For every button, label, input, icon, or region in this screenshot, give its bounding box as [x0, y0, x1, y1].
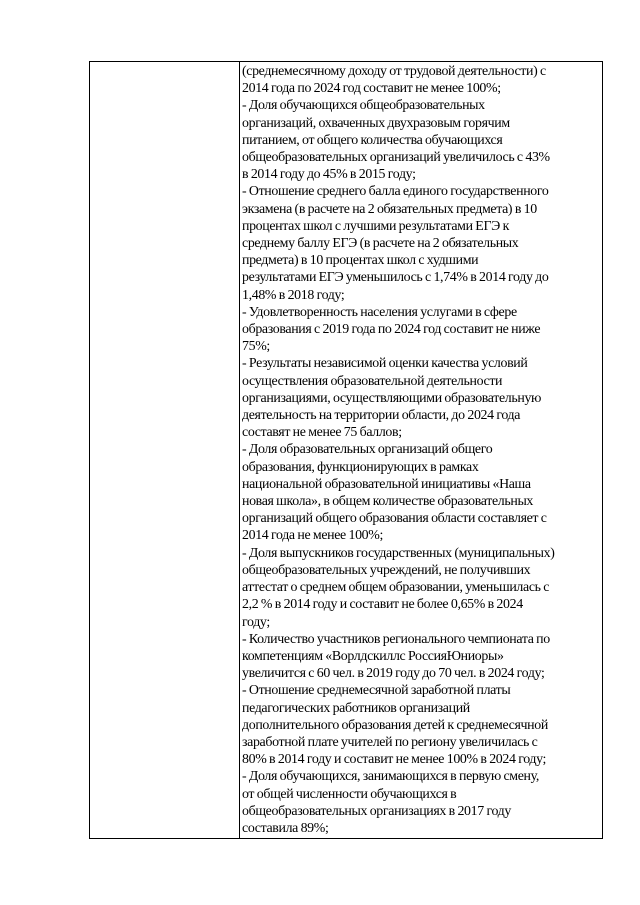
- text-line: в 2014 году до 45% в 2015 году;: [242, 167, 416, 183]
- text-line: заработной плате учителей по региону увеличилась с: [242, 734, 538, 750]
- right-cell: [240, 62, 603, 839]
- text-line: - Доля выпускников государственных (муниципальных): [242, 545, 555, 561]
- document-table: [89, 61, 603, 839]
- text-line: национальной образовательной инициативы «Наша: [242, 476, 531, 492]
- table-row: [90, 62, 603, 839]
- text-line: увеличится с 60 чел. в 2019 году до 70 чел. в 2024 году;: [242, 666, 545, 682]
- text-line: среднему баллу ЕГЭ (в расчете на 2 обязательных: [242, 236, 519, 252]
- text-line: 75%;: [242, 339, 270, 355]
- text-line: экзамена (в расчете на 2 обязательных предмета) в 10: [242, 201, 537, 217]
- text-line: составят не менее 75 баллов;: [242, 425, 402, 441]
- text-line: процентах школ с лучшими результатами ЕГЭ к: [242, 218, 509, 234]
- text-line: результатами ЕГЭ уменьшилось с 1,74% в 2014 году до: [242, 270, 549, 286]
- text-line: 2,2 % в 2014 году и составит не более 0,65% в 2024: [242, 597, 523, 613]
- text-line: дополнительного образования детей к среднемесячной: [242, 717, 548, 733]
- text-line: 1,48% в 2018 году;: [242, 287, 345, 303]
- text-line: организаций, охваченных двухразовым горячим: [242, 115, 510, 131]
- text-line: - Доля обучающихся, занимающихся в первую смену,: [242, 769, 539, 785]
- text-line: осуществления образовательной деятельности: [242, 373, 503, 389]
- text-line: - Результаты независимой оценки качества условий: [242, 356, 528, 372]
- text-line: общеобразовательных учреждений, не получивших: [242, 562, 531, 578]
- left-cell: [90, 62, 240, 839]
- text-line: образования с 2019 года по 2024 год составит не ниже: [242, 322, 541, 338]
- text-line: деятельность на территории области, до 2024 года: [242, 408, 521, 424]
- text-line: - Отношение среднего балла единого государственного: [242, 184, 549, 200]
- text-line: 2014 года не менее 100%;: [242, 528, 383, 544]
- text-line: питанием, от общего количества обучающихся: [242, 132, 503, 148]
- text-line: компетенциям «Ворлдскиллс РоссияЮниоры»: [242, 648, 504, 664]
- text-line: составила 89%;: [242, 820, 329, 836]
- text-line: новая школа», в общем количестве образовательных: [242, 494, 534, 510]
- text-line: предмета) в 10 процентах школ с худшими: [242, 253, 479, 269]
- text-line: - Количество участников регионального чемпионата по: [242, 631, 550, 647]
- indicator-text: [240, 62, 602, 837]
- text-line: организаций общего образования области составляет с: [242, 511, 547, 527]
- text-line: общеобразовательных организациях в 2017 году: [242, 803, 511, 819]
- text-line: 80% в 2014 году и составит не менее 100% в 2024 году;: [242, 752, 547, 768]
- text-line: 2014 года по 2024 год составит не менее 100%;: [242, 81, 501, 97]
- text-line: педагогических работников организаций: [242, 700, 470, 716]
- text-line: - Доля обучающихся общеобразовательных: [242, 98, 485, 114]
- text-line: общеобразовательных организаций увеличилось с 43%: [242, 150, 550, 166]
- text-line: организациями, осуществляющими образовательную: [242, 390, 542, 406]
- text-line: - Удовлетворенность населения услугами в сфере: [242, 304, 517, 320]
- text-line: году;: [242, 614, 270, 630]
- text-line: - Отношение среднемесячной заработной платы: [242, 683, 511, 699]
- text-line: образования, функционирующих в рамках: [242, 459, 479, 475]
- text-line: - Доля образовательных организаций общего: [242, 442, 493, 458]
- text-line: (среднемесячному доходу от трудовой деятельности) с: [242, 64, 546, 79]
- text-line: аттестат о среднем общем образовании, уменьшилась с: [242, 580, 550, 596]
- text-line: от общей численности обучающихся в: [242, 786, 457, 802]
